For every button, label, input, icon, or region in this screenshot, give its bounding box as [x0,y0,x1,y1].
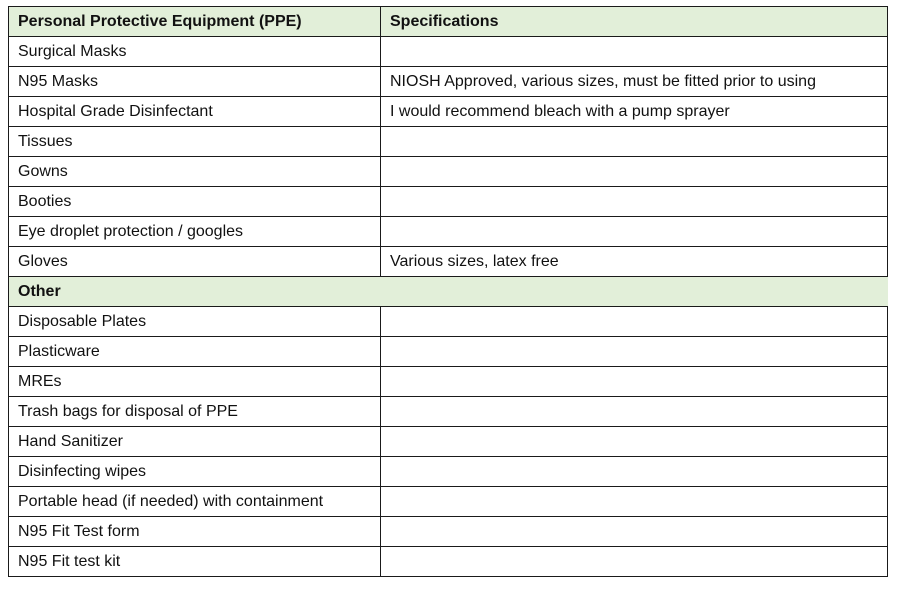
item-cell: Hand Sanitizer [9,427,381,457]
table-row [9,337,888,367]
spec-cell [381,397,888,427]
spec-cell [381,517,888,547]
table-row [9,187,888,217]
table-row [9,367,888,397]
spec-cell [381,367,888,397]
item-cell: MREs [9,367,381,397]
table-row [9,307,888,337]
item-cell: Gowns [9,157,381,187]
table-row [9,457,888,487]
other-rows [9,307,888,577]
spec-cell [381,307,888,337]
table-row [9,97,888,127]
spec-cell [381,337,888,367]
table-row [9,397,888,427]
item-cell: Eye droplet protection / googles [9,217,381,247]
ppe-table [8,6,888,577]
item-cell: Plasticware [9,337,381,367]
table-row [9,157,888,187]
table-row [9,517,888,547]
spec-cell [381,457,888,487]
item-cell: Portable head (if needed) with containment [9,487,381,517]
table-row [9,67,888,97]
spec-cell [381,487,888,517]
item-cell: Tissues [9,127,381,157]
table-row [9,37,888,67]
table-row [9,547,888,577]
spec-cell [381,427,888,457]
item-cell: Hospital Grade Disinfectant [9,97,381,127]
spec-cell [381,547,888,577]
table-header-row [9,7,888,37]
spec-cell [381,157,888,187]
spec-cell: Various sizes, latex free [381,247,888,277]
item-cell: Disposable Plates [9,307,381,337]
item-cell: Gloves [9,247,381,277]
item-cell: Booties [9,187,381,217]
spec-cell [381,37,888,67]
cropped-text-strip [0,0,899,5]
header-equipment: Personal Protective Equipment (PPE) [9,7,381,37]
spec-cell: I would recommend bleach with a pump sprayer [381,97,888,127]
spec-cell [381,187,888,217]
item-cell: Trash bags for disposal of PPE [9,397,381,427]
item-cell: Surgical Masks [9,37,381,67]
item-cell: N95 Fit Test form [9,517,381,547]
ppe-rows [9,37,888,277]
section-row-other [9,277,888,307]
item-cell: N95 Fit test kit [9,547,381,577]
spec-cell [381,127,888,157]
spec-cell: NIOSH Approved, various sizes, must be fitted prior to using [381,67,888,97]
table-row [9,127,888,157]
table-row [9,427,888,457]
header-specifications: Specifications [381,7,888,37]
table-row [9,487,888,517]
table-row [9,217,888,247]
item-cell: Disinfecting wipes [9,457,381,487]
other-section [9,277,888,307]
section-label-other: Other [9,277,888,307]
item-cell: N95 Masks [9,67,381,97]
spec-cell [381,217,888,247]
table-row [9,247,888,277]
